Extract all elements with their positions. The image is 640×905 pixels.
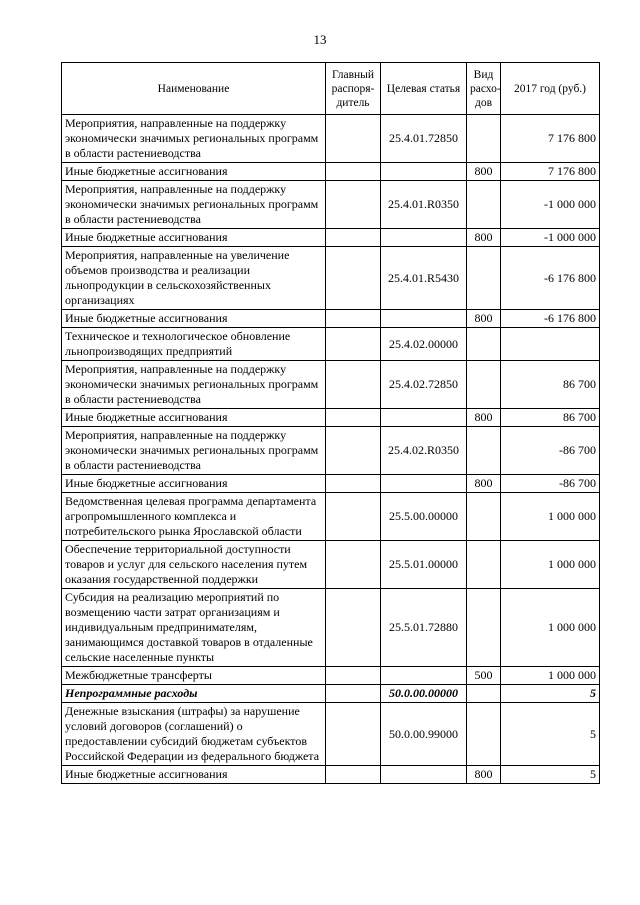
page-number: 13: [313, 32, 327, 47]
cell-name: Мероприятия, направленные на увеличение объемов производства и реализации льнопродукции в сельскохозяйственных организациях: [62, 247, 326, 310]
table-row: [62, 667, 600, 685]
cell-admin: [326, 541, 381, 589]
cell-type: 800: [467, 163, 501, 181]
cell-amount: [501, 328, 600, 361]
cell-target: 25.4.01.R0350: [381, 181, 467, 229]
cell-amount: 1 000 000: [501, 667, 600, 685]
cell-type: [467, 685, 501, 703]
cell-target: 25.5.01.72880: [381, 589, 467, 667]
cell-type: 800: [467, 766, 501, 784]
table-row: [62, 409, 600, 427]
table-row: [62, 361, 600, 409]
cell-target: [381, 667, 467, 685]
cell-amount: 1 000 000: [501, 541, 600, 589]
cell-type: [467, 589, 501, 667]
table-row: [62, 115, 600, 163]
table-row: [62, 589, 600, 667]
cell-amount: 7 176 800: [501, 115, 600, 163]
cell-name: Субсидия на реализацию мероприятий по возмещению части затрат организациям и индивидуальным предпринимателям, занимающимся доставкой товаров в отдаленные сельские населенные пункты: [62, 589, 326, 667]
cell-amount: 5: [501, 766, 600, 784]
cell-amount: 1 000 000: [501, 493, 600, 541]
table-row: [62, 541, 600, 589]
cell-amount: -6 176 800: [501, 310, 600, 328]
cell-type: [467, 541, 501, 589]
cell-name: Техническое и технологическое обновление льнопроизводящих предприятий: [62, 328, 326, 361]
cell-admin: [326, 475, 381, 493]
cell-name: Иные бюджетные ассигнования: [62, 229, 326, 247]
table-row: [62, 703, 600, 766]
cell-type: [467, 247, 501, 310]
table-row: [62, 493, 600, 541]
cell-admin: [326, 247, 381, 310]
cell-type: [467, 427, 501, 475]
cell-amount: -6 176 800: [501, 247, 600, 310]
cell-target: [381, 310, 467, 328]
cell-target: [381, 229, 467, 247]
cell-admin: [326, 493, 381, 541]
cell-amount: -1 000 000: [501, 229, 600, 247]
cell-amount: 86 700: [501, 409, 600, 427]
cell-target: 25.4.02.72850: [381, 361, 467, 409]
cell-type: [467, 361, 501, 409]
cell-target: [381, 766, 467, 784]
cell-target: 25.4.02.R0350: [381, 427, 467, 475]
cell-type: 800: [467, 229, 501, 247]
cell-amount: -86 700: [501, 427, 600, 475]
cell-target: 25.4.02.00000: [381, 328, 467, 361]
table-row: [62, 163, 600, 181]
cell-target: 50.0.00.99000: [381, 703, 467, 766]
cell-name: Ведомственная целевая программа департамента агропромышленного комплекса и потребительского рынка Ярославской области: [62, 493, 326, 541]
cell-admin: [326, 229, 381, 247]
cell-type: 800: [467, 475, 501, 493]
cell-amount: -1 000 000: [501, 181, 600, 229]
header-admin: Главный распоря-дитель: [326, 63, 381, 115]
cell-type: [467, 703, 501, 766]
cell-name: Мероприятия, направленные на поддержку экономически значимых региональных программ в области растениеводства: [62, 361, 326, 409]
table-row: [62, 247, 600, 310]
cell-name: Мероприятия, направленные на поддержку экономически значимых региональных программ в области растениеводства: [62, 427, 326, 475]
cell-admin: [326, 685, 381, 703]
cell-amount: 1 000 000: [501, 589, 600, 667]
cell-name: Иные бюджетные ассигнования: [62, 310, 326, 328]
cell-admin: [326, 427, 381, 475]
header-type: Вид расхо-дов: [467, 63, 501, 115]
cell-amount: 7 176 800: [501, 163, 600, 181]
cell-admin: [326, 703, 381, 766]
cell-name: Денежные взыскания (штрафы) за нарушение условий договоров (соглашений) о предоставлении субсидий бюджетам субъектов Российской Федерации из федерального бюджета: [62, 703, 326, 766]
cell-name: Иные бюджетные ассигнования: [62, 409, 326, 427]
table-body: [62, 115, 600, 784]
header-target: Целевая статья: [381, 63, 467, 115]
cell-target: 50.0.00.00000: [381, 685, 467, 703]
cell-admin: [326, 163, 381, 181]
cell-target: 25.4.01.72850: [381, 115, 467, 163]
table-row: [62, 310, 600, 328]
cell-admin: [326, 361, 381, 409]
cell-name: Иные бюджетные ассигнования: [62, 766, 326, 784]
cell-admin: [326, 409, 381, 427]
cell-type: 800: [467, 409, 501, 427]
table-row: [62, 427, 600, 475]
cell-name: Мероприятия, направленные на поддержку экономически значимых региональных программ в области растениеводства: [62, 115, 326, 163]
table-row: [62, 229, 600, 247]
budget-table: [61, 62, 600, 784]
cell-target: [381, 163, 467, 181]
header-name: Наименование: [62, 63, 326, 115]
cell-admin: [326, 667, 381, 685]
table-header: [62, 63, 600, 115]
cell-admin: [326, 310, 381, 328]
cell-type: 800: [467, 310, 501, 328]
cell-type: [467, 493, 501, 541]
cell-amount: 5: [501, 703, 600, 766]
cell-target: 25.4.01.R5430: [381, 247, 467, 310]
table-row: [62, 181, 600, 229]
cell-type: [467, 328, 501, 361]
cell-admin: [326, 115, 381, 163]
cell-name: Межбюджетные трансферты: [62, 667, 326, 685]
cell-name: Непрограммные расходы: [62, 685, 326, 703]
cell-type: [467, 181, 501, 229]
cell-amount: -86 700: [501, 475, 600, 493]
cell-target: 25.5.01.00000: [381, 541, 467, 589]
cell-name: Иные бюджетные ассигнования: [62, 163, 326, 181]
table-row: [62, 766, 600, 784]
cell-target: 25.5.00.00000: [381, 493, 467, 541]
cell-target: [381, 409, 467, 427]
table-row: [62, 328, 600, 361]
cell-admin: [326, 766, 381, 784]
cell-name: Мероприятия, направленные на поддержку экономически значимых региональных программ в области растениеводства: [62, 181, 326, 229]
cell-admin: [326, 181, 381, 229]
table-row: [62, 475, 600, 493]
cell-name: Обеспечение территориальной доступности товаров и услуг для сельского населения путем оказания государственной поддержки: [62, 541, 326, 589]
cell-name: Иные бюджетные ассигнования: [62, 475, 326, 493]
cell-admin: [326, 328, 381, 361]
cell-target: [381, 475, 467, 493]
cell-amount: 5: [501, 685, 600, 703]
cell-type: 500: [467, 667, 501, 685]
cell-admin: [326, 589, 381, 667]
cell-type: [467, 115, 501, 163]
cell-amount: 86 700: [501, 361, 600, 409]
table-row: [62, 685, 600, 703]
header-amount: 2017 год (руб.): [501, 63, 600, 115]
